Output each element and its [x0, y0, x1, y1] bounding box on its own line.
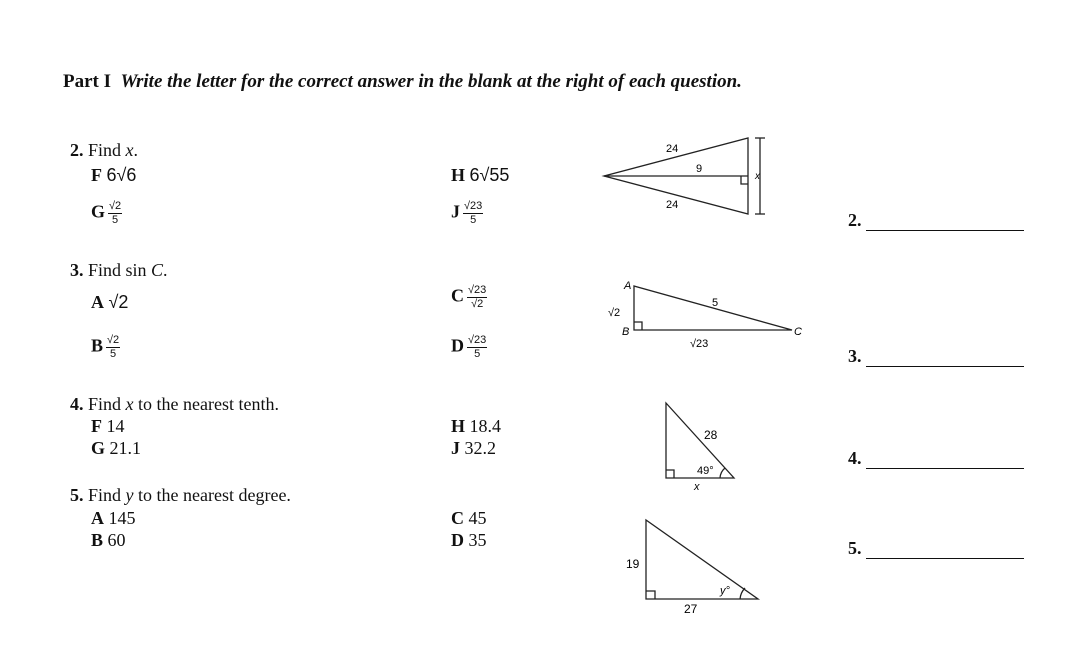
- page-header: [63, 71, 742, 93]
- part-label: Part I: [63, 71, 112, 92]
- instructions: Write the letter for the correct answer in the blank at the right of each question.: [120, 71, 742, 92]
- option-4J[interactable]: J 32.2: [451, 438, 496, 458]
- label-sqrt2: √2: [608, 307, 621, 319]
- option-2H[interactable]: H 6√55: [451, 165, 510, 185]
- label-28: 28: [704, 428, 718, 442]
- vertex-B: B: [622, 326, 630, 338]
- label-5: 5: [712, 297, 719, 309]
- vertex-C: C: [794, 326, 802, 338]
- option-5C[interactable]: C 45: [451, 508, 487, 528]
- answer-blank-4[interactable]: 4.: [848, 448, 1024, 469]
- option-2F[interactable]: F 6√6: [91, 165, 137, 185]
- option-4F[interactable]: F 14: [91, 416, 125, 436]
- answer-blank-2[interactable]: 2.: [848, 210, 1024, 231]
- option-2J[interactable]: J $\frac{√23}{5}$: [451, 200, 483, 226]
- figure-q2-triangle: [598, 132, 778, 222]
- option-5B[interactable]: B 60: [91, 530, 126, 550]
- label-9: 9: [696, 163, 703, 175]
- option-3D[interactable]: D $\frac{√23}{5}$: [451, 334, 487, 360]
- label-x: x: [755, 171, 760, 182]
- option-4G[interactable]: G 21.1: [91, 438, 142, 458]
- label-24-top: 24: [666, 143, 679, 155]
- label-27: 27: [684, 602, 698, 616]
- option-3C[interactable]: C $\frac{√23}{√2}$: [451, 284, 487, 310]
- question-4-prompt: 4. Find x to the nearest tenth.: [70, 394, 279, 414]
- label-sqrt23: √23: [690, 338, 709, 350]
- option-3B[interactable]: B $\frac{√2}{5}$: [91, 334, 120, 360]
- option-5A[interactable]: A 145: [91, 508, 136, 528]
- option-4H[interactable]: H 18.4: [451, 416, 502, 436]
- label-x: x: [694, 481, 700, 493]
- figure-q3-triangle: [604, 276, 814, 356]
- figure-q4-triangle: [656, 398, 746, 494]
- label-19: 19: [626, 557, 640, 571]
- vertex-A: A: [624, 280, 632, 292]
- option-5D[interactable]: D 35: [451, 530, 487, 550]
- question-2-prompt: 2. Find x.: [70, 140, 139, 160]
- answer-blank-3[interactable]: 3.: [848, 346, 1024, 367]
- option-2G[interactable]: G $\frac{√2}{5}$: [91, 200, 122, 226]
- label-24-bottom: 24: [666, 199, 679, 211]
- label-y: y°: [720, 585, 730, 597]
- answer-blank-5[interactable]: 5.: [848, 538, 1024, 559]
- figure-q5-triangle: [620, 514, 770, 620]
- question-3-prompt: 3. Find sin C.: [70, 260, 168, 280]
- question-5-prompt: 5. Find y to the nearest degree.: [70, 485, 291, 505]
- option-3A[interactable]: A √2: [91, 292, 129, 312]
- label-49deg: 49°: [697, 465, 714, 477]
